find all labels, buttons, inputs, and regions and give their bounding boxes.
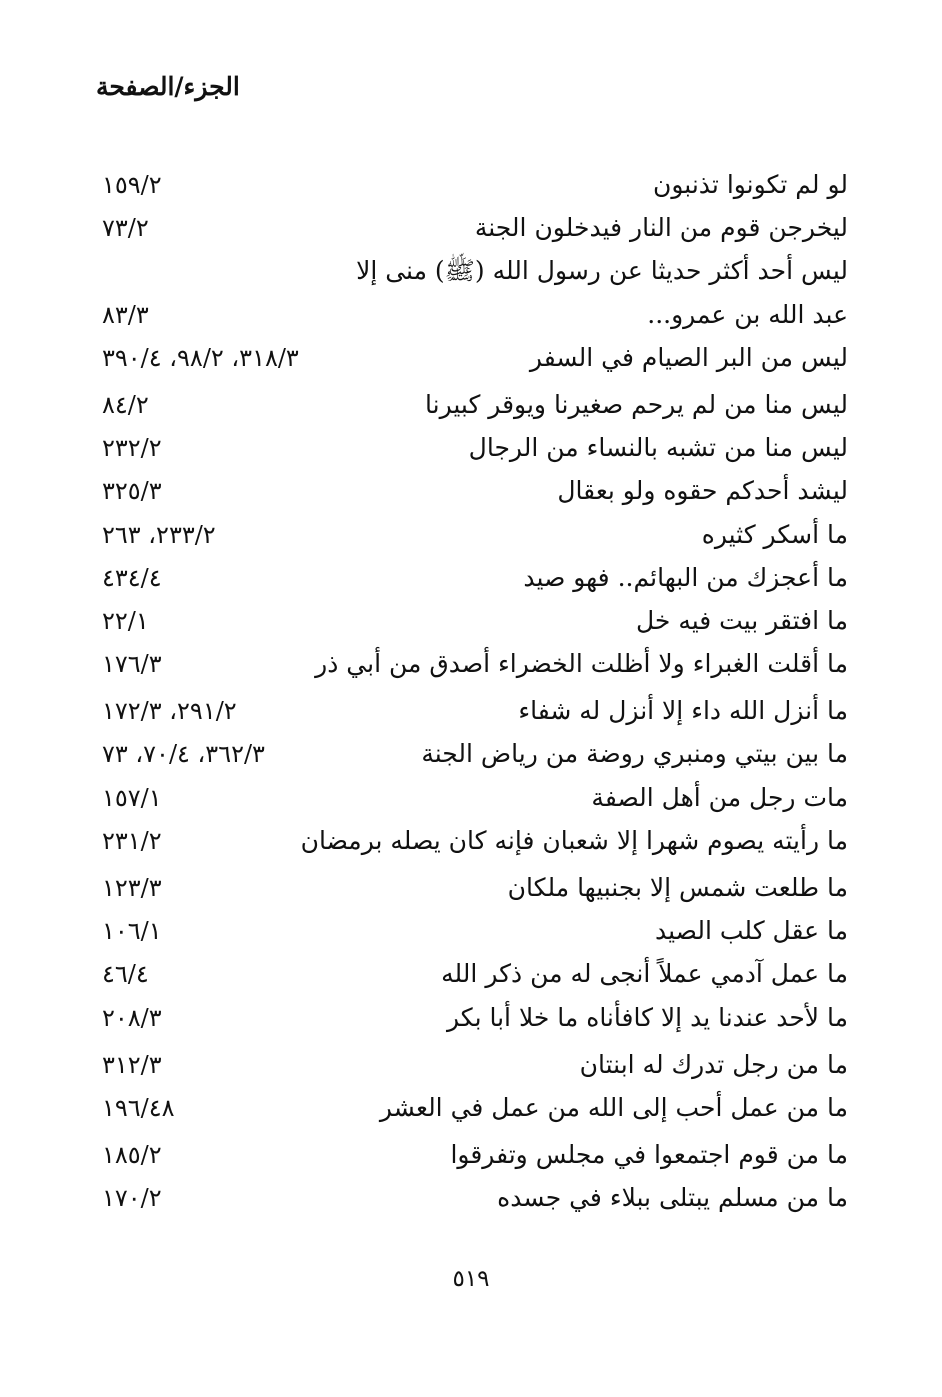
volume-page-ref: ٨٤/٢ bbox=[102, 390, 149, 419]
volume-page-ref: ٢٣٣/٢، ٢٦٣ bbox=[102, 520, 216, 549]
list-item bbox=[96, 869, 848, 912]
volume-page-ref: ٣٢٥/٣ bbox=[102, 477, 162, 506]
hadith-text: ما من عمل أحب إلى الله من عمل في العشر bbox=[379, 1092, 848, 1122]
volume-page-ref: ٨٣/٣ bbox=[102, 300, 149, 329]
hadith-text: ما من مسلم يبتلى ببلاء في جسده bbox=[497, 1183, 848, 1213]
list-item bbox=[96, 955, 848, 998]
list-item bbox=[96, 386, 848, 429]
volume-page-ref: ١٠٦/١ bbox=[102, 917, 162, 946]
volume-page-ref: ١٢٣/٣ bbox=[102, 874, 162, 902]
volume-page-ref: ٧٣/٢ bbox=[102, 214, 149, 243]
list-item bbox=[96, 1046, 848, 1089]
list-item bbox=[96, 429, 848, 472]
volume-page-ref: ٣١٢/٣ bbox=[102, 1050, 162, 1079]
volume-page-ref: ٤٣٤/٤ bbox=[102, 563, 162, 592]
list-item bbox=[96, 472, 848, 515]
volume-page-ref: ٣٦٢/٣، ٧٠/٤، ٧٣ bbox=[102, 740, 265, 769]
hadith-text: ما أسكر كثيره bbox=[701, 519, 848, 549]
volume-page-ref: ٢٣٢/٢ bbox=[102, 434, 162, 463]
volume-page-ref: ٤٦/٤ bbox=[102, 960, 149, 989]
list-item bbox=[96, 339, 848, 382]
list-item bbox=[96, 645, 848, 688]
hadith-index-list bbox=[96, 166, 848, 1223]
list-item bbox=[96, 516, 848, 559]
hadith-text: ما عقل كلب الصيد bbox=[655, 916, 848, 946]
list-item bbox=[96, 999, 848, 1042]
hadith-text: ما من رجل تدرك له ابنتان bbox=[579, 1049, 848, 1079]
hadith-text: ما أعجزك من البهائم.. فهو صيد bbox=[523, 562, 848, 592]
hadith-text: ليس أحد أكثر حديثا عن رسول الله (ﷺ) منى إلا bbox=[356, 256, 848, 286]
list-item bbox=[96, 602, 848, 645]
hadith-text: ما عمل آدمي عملاً أنجى له من ذكر الله bbox=[441, 959, 848, 989]
volume-page-ref: ١٥٧/١ bbox=[102, 783, 162, 812]
list-item bbox=[96, 1089, 848, 1132]
column-header: الجزء/الصفحة bbox=[96, 72, 240, 101]
list-item bbox=[96, 166, 848, 209]
hadith-text: ما أقلت الغبراء ولا أظلت الخضراء أصدق من أبي ذر bbox=[315, 649, 848, 679]
list-item bbox=[96, 559, 848, 602]
volume-page-ref: ٣١٨/٣، ٩٨/٢، ٣٩٠/٤ bbox=[102, 343, 299, 372]
volume-page-ref: ١٥٩/٢ bbox=[102, 171, 162, 199]
volume-page-ref: ٢٣١/٢ bbox=[102, 826, 162, 855]
volume-page-ref: ٢٢/١ bbox=[102, 606, 149, 635]
hadith-text: مات رجل من أهل الصفة bbox=[591, 782, 848, 812]
volume-page-ref: ١٧٦/٣ bbox=[102, 650, 162, 679]
hadith-text: ليخرجن قوم من النار فيدخلون الجنة bbox=[474, 213, 848, 243]
hadith-text: ليس من البر الصيام في السفر bbox=[529, 342, 848, 372]
hadith-text: ما من قوم اجتمعوا في مجلس وتفرقوا bbox=[450, 1140, 848, 1170]
hadith-text: ليس منا من تشبه بالنساء من الرجال bbox=[468, 433, 848, 463]
volume-page-ref: ١٨٥/٢ bbox=[102, 1141, 162, 1170]
list-item bbox=[96, 735, 848, 778]
list-item bbox=[96, 779, 848, 822]
list-item bbox=[96, 1136, 848, 1179]
volume-page-ref: ١٧٠/٢ bbox=[102, 1184, 162, 1213]
hadith-text: ليشد أحدكم حقوه ولو بعقال bbox=[557, 476, 848, 506]
list-item bbox=[96, 209, 848, 252]
hadith-text: عبد الله بن عمرو... bbox=[647, 299, 848, 329]
volume-page-ref: ١٩٦/٤٨ bbox=[102, 1093, 175, 1122]
list-item bbox=[96, 296, 848, 339]
page-number: ٥١٩ bbox=[452, 1266, 490, 1292]
volume-page-ref: ٢٠٨/٣ bbox=[102, 1003, 162, 1032]
hadith-text: ليس منا من لم يرحم صغيرنا ويوقر كبيرنا bbox=[425, 389, 848, 419]
hadith-text: لو لم تكونوا تذنبون bbox=[653, 170, 848, 199]
hadith-text: ما أنزل الله داء إلا أنزل له شفاء bbox=[518, 696, 848, 726]
list-item bbox=[96, 822, 848, 865]
list-item bbox=[96, 692, 848, 735]
hadith-text: ما لأحد عندنا يد إلا كافأناه ما خلا أبا بكر bbox=[446, 1002, 848, 1032]
volume-page-ref: ٢٩١/٢، ١٧٢/٣ bbox=[102, 697, 237, 726]
hadith-text: ما افتقر بيت فيه خل bbox=[635, 605, 848, 635]
list-item bbox=[96, 1179, 848, 1222]
list-item bbox=[96, 912, 848, 955]
hadith-text: ما بين بيتي ومنبري روضة من رياض الجنة bbox=[421, 739, 848, 769]
hadith-text: ما طلعت شمس إلا بجنبيها ملكان bbox=[507, 873, 848, 902]
list-item bbox=[96, 252, 848, 295]
hadith-text: ما رأيته يصوم شهرا إلا شعبان فإنه كان يصله برمضان bbox=[300, 825, 848, 855]
